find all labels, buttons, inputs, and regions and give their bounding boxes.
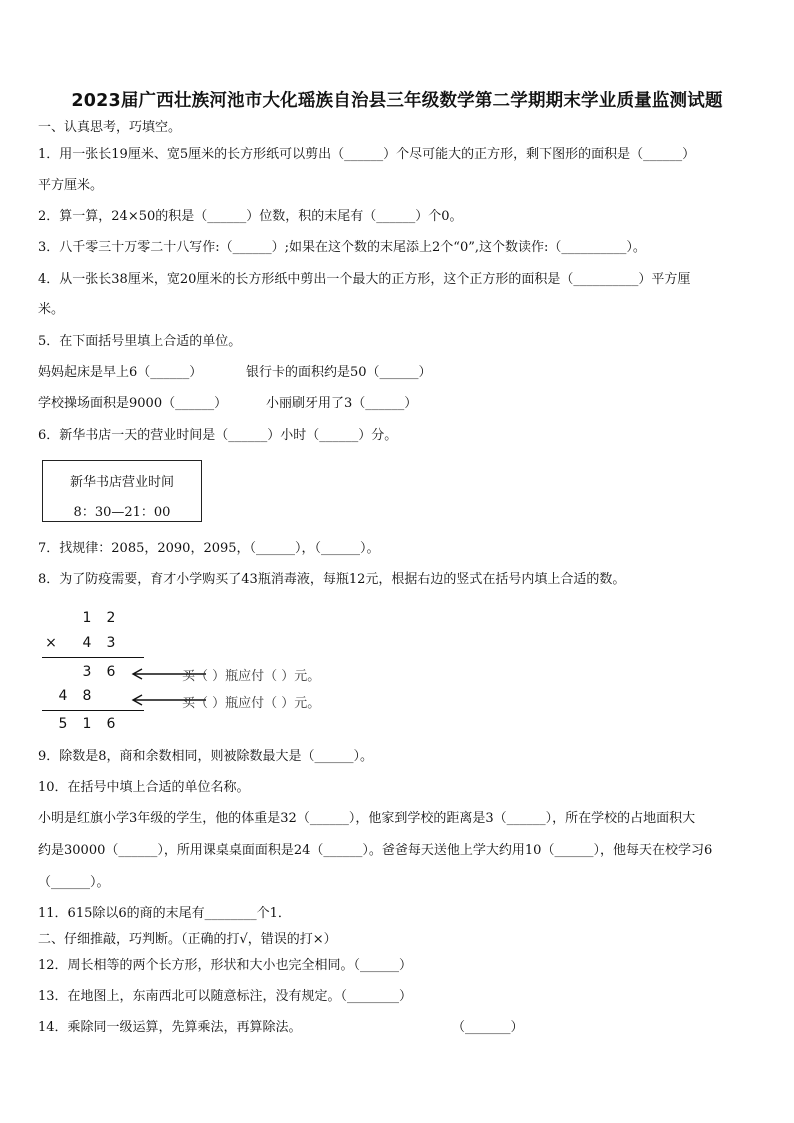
- question-14: 14．乘除同一级运算，先算乘法，再算除法。: [38, 1020, 302, 1035]
- question-2: 2．算一算，24×50的积是（______）位数，积的末尾有（______）个0。: [38, 209, 463, 224]
- calc-digit: 1: [82, 716, 92, 732]
- business-hours-time: 8：30—21：00: [73, 505, 171, 520]
- section-heading-judgement: 二、仔细推敲，巧判断。（正确的打√，错误的打×）: [38, 932, 337, 947]
- question-5-item-bankcard: 银行卡的面积约是50（______）: [246, 365, 432, 380]
- question-8: 8．为了防疫需要，育才小学购买了43瓶消毒液，每瓶12元，根据右边的竖式在括号内填上合适的数。: [38, 572, 626, 587]
- business-hours-title: 新华书店营业时间: [69, 475, 174, 490]
- question-5-item-playground: 学校操场面积是9000（______）: [38, 396, 228, 411]
- multiply-sign: ×: [45, 635, 57, 651]
- calc-digit: 4: [82, 635, 92, 651]
- question-9: 9．除数是8，商和余数相同，则被除数最大是（______）。: [38, 749, 374, 764]
- question-3: 3．八千零三十万零二十八写作:（______）;如果在这个数的末尾添上2个“0”,这个数读作:（__________）。: [38, 240, 646, 255]
- question-12: 12．周长相等的两个长方形，形状和大小也完全相同。（______）: [38, 958, 413, 973]
- page-title: 2023届广西壮族河池市大化瑶族自治县三年级数学第二学期期末学业质量监测试题: [71, 91, 723, 111]
- calc-digit: 3: [82, 664, 92, 680]
- question-10-line-3: （______）。: [38, 875, 110, 890]
- calc-digit: 1: [82, 610, 92, 626]
- calc-digit: 4: [58, 688, 68, 704]
- question-10-line-2: 约是30000（______），所用课桌桌面面积是24（______）。爸爸每天送他上学大约用10（______），他每天在校学习6: [38, 843, 713, 858]
- calc-note-2: 买（ ）瓶应付（ ）元。: [182, 696, 321, 711]
- calc-digit: 2: [106, 610, 116, 626]
- vertical-multiplication: [38, 606, 378, 736]
- question-13: 13．在地图上，东南西北可以随意标注，没有规定。（________）: [38, 989, 413, 1004]
- question-14-answer-blank: （_______）: [452, 1020, 524, 1035]
- calc-rule-line: [42, 710, 144, 711]
- question-6: 6．新华书店一天的营业时间是（______）小时（______）分。: [38, 428, 398, 443]
- calc-digit: 3: [106, 635, 116, 651]
- question-1-continued: 平方厘米。: [38, 178, 104, 193]
- question-5: 5．在下面括号里填上合适的单位。: [38, 334, 242, 349]
- calc-digit: 6: [106, 664, 116, 680]
- question-5-item-brushing: 小丽刷牙用了3（______）: [266, 396, 418, 411]
- question-10-line-1: 小明是红旗小学3年级的学生，他的体重是32（______），他家到学校的距离是3（______），所在学校的占地面积大: [38, 811, 696, 826]
- calc-digit: 5: [58, 716, 68, 732]
- question-7: 7．找规律：2085，2090，2095，（______），（______）。: [38, 541, 380, 556]
- question-11: 11．615除以6的商的末尾有________个1．: [38, 906, 291, 921]
- question-4: 4．从一张长38厘米，宽20厘米的长方形纸中剪出一个最大的正方形，这个正方形的面积是（__________）平方厘: [38, 272, 691, 287]
- question-5-item-wakeup: 妈妈起床是早上6（______）: [38, 365, 203, 380]
- question-1: 1．用一张长19厘米、宽5厘米的长方形纸可以剪出（______）个尽可能大的正方形，剩下图形的面积是（______）: [38, 147, 696, 162]
- question-4-continued: 米。: [38, 302, 65, 317]
- calc-rule-line: [42, 657, 144, 658]
- question-10: 10．在括号中填上合适的单位名称。: [38, 780, 250, 795]
- section-heading-fill-in: 一、认真思考，巧填空。: [38, 120, 182, 135]
- calc-digit: 8: [82, 688, 92, 704]
- calc-note-1: 买（ ）瓶应付（ ）元。: [182, 669, 321, 684]
- calc-digit: 6: [106, 716, 116, 732]
- business-hours-box: [42, 460, 202, 522]
